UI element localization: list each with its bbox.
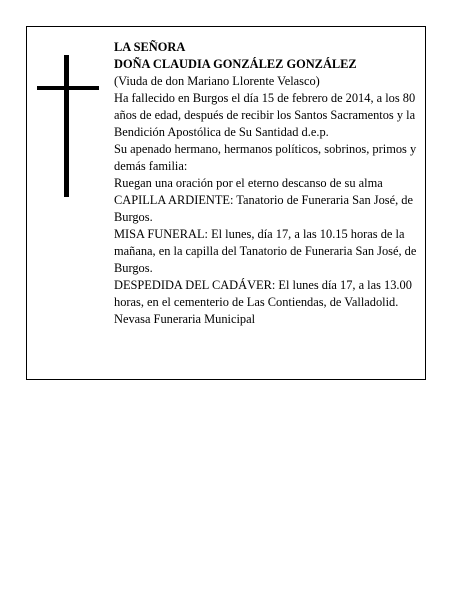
widow-line: (Viuda de don Mariano Llorente Velasco) xyxy=(114,74,320,88)
mass-info: MISA FUNERAL: El lunes, día 17, a las 10.15 horas de la mañana, en la capilla del Tanatorio de Funeraria San José, de Burgos. xyxy=(114,227,417,275)
notice-text-block xyxy=(114,39,420,328)
obituary-notice xyxy=(26,26,426,380)
farewell-info: DESPEDIDA DEL CADÁVER: El lunes día 17, a las 13.00 horas, en el cementerio de Las Contiendas, de Valladolid. xyxy=(114,278,412,309)
prayer-line: Ruegan una oración por el eterno descanso de su alma xyxy=(114,176,383,190)
death-paragraph: Ha fallecido en Burgos el día 15 de febrero de 2014, a los 80 años de edad, después de recibir los Santos Sacramentos y la Bendición Apostólica de Su Santidad d.e.p. xyxy=(114,91,416,139)
cross-vertical-bar xyxy=(64,55,69,197)
notice-heading: LA SEÑORA xyxy=(114,40,186,54)
funeral-home: Nevasa Funeraria Municipal xyxy=(114,312,256,326)
chapel-info: CAPILLA ARDIENTE: Tanatorio de Funeraria San José, de Burgos. xyxy=(114,193,413,224)
latin-cross-icon xyxy=(37,55,99,197)
deceased-name: DOÑA CLAUDIA GONZÁLEZ GONZÁLEZ xyxy=(114,57,357,71)
cross-horizontal-bar xyxy=(37,86,99,90)
family-paragraph: Su apenado hermano, hermanos políticos, sobrinos, primos y demás familia: xyxy=(114,142,417,173)
